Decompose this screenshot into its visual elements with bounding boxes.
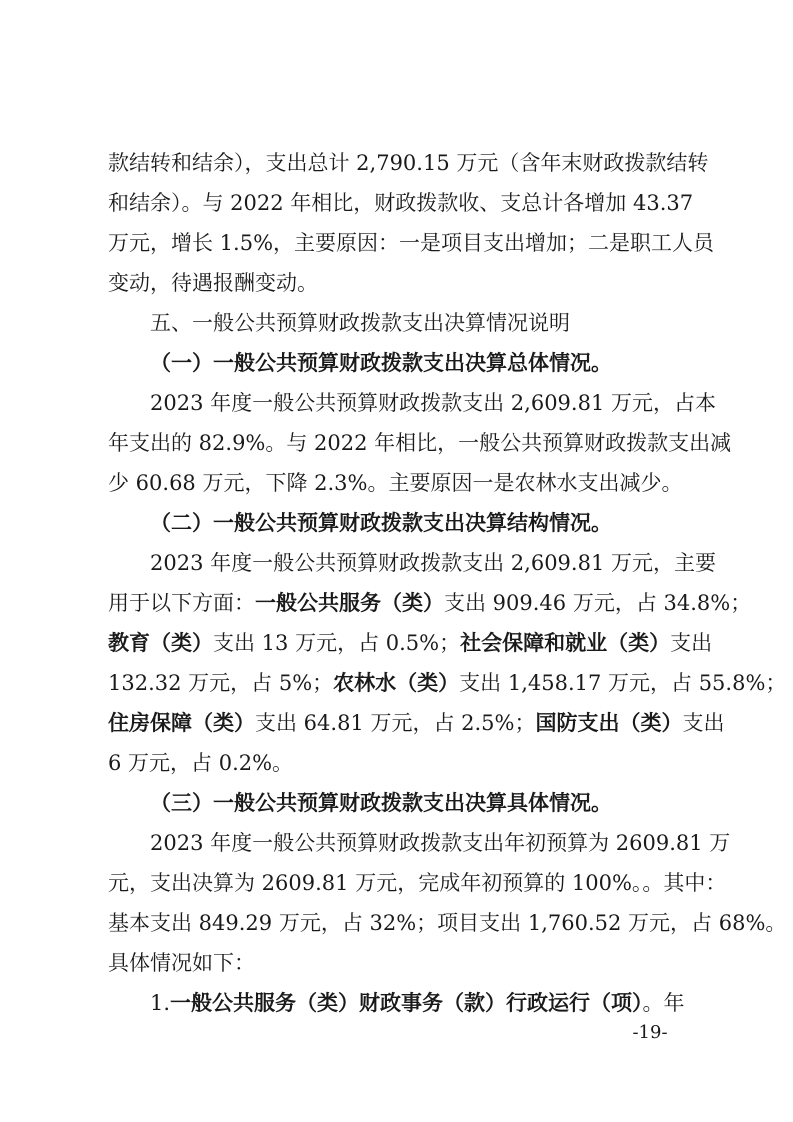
paragraph-line: 6 万元，占 0.2%。 [108,751,294,775]
paragraph-line: 基本支出 849.29 万元，占 32%；项目支出 1,760.52 万元，占 68%。 [108,911,787,935]
paragraph-line: 2023 年度一般公共预算财政拨款支出年初预算为 2609.81 万 [150,831,731,855]
subsection-heading: （二）一般公共预算财政拨款支出决算结构情况。 [150,511,612,535]
paragraph-line: 变动，待遇报酬变动。 [108,271,318,295]
paragraph-line: 万元，增长 1.5%，主要原因：一是项目支出增加；二是职工人员 [108,231,715,255]
paragraph-line: 1.一般公共服务（类）财政事务（款）行政运行（项）。年 [150,991,685,1015]
paragraph-line: 132.32 万元，占 5%；农林水（类）支出 1,458.17 万元，占 55.8%； [108,671,787,695]
page-number: -19- [632,1022,668,1043]
paragraph-line: 教育（类）支出 13 万元，占 0.5%；社会保障和就业（类）支出 [108,631,713,655]
category-label: 农林水（类） [333,671,460,695]
category-label: 国防支出（类） [535,711,683,735]
paragraph-line: 具体情况如下： [108,951,255,975]
category-label: 教育（类） [108,631,213,655]
paragraph-line: 少 60.68 万元，下降 2.3%。主要原因一是农林水支出减少。 [108,471,683,495]
category-label: 社会保障和就业（类） [460,631,671,655]
paragraph-line: 2023 年度一般公共预算财政拨款支出 2,609.81 万元，占本 [150,391,716,415]
paragraph-line: 元，支出决算为 2609.81 万元，完成年初预算的 100%。。其中： [108,871,727,895]
section-heading: 五、一般公共预算财政拨款支出决算情况说明 [150,311,570,335]
paragraph-line: 住房保障（类）支出 64.81 万元，占 2.5%；国防支出（类）支出 [108,711,725,735]
paragraph-line: 和结余）。与 2022 年相比，财政拨款收、支总计各增加 43.37 [108,191,694,215]
subsection-heading: （三）一般公共预算财政拨款支出决算具体情况。 [150,791,612,815]
category-label: 住房保障（类） [108,711,255,735]
paragraph-line: 用于以下方面：一般公共服务（类）支出 909.46 万元，占 34.8%； [108,591,752,615]
subsection-heading: （一）一般公共预算财政拨款支出决算总体情况。 [150,351,612,375]
paragraph-line: 款结转和结余），支出总计 2,790.15 万元（含年末财政拨款结转 [108,151,709,175]
paragraph-line: 年支出的 82.9%。与 2022 年相比，一般公共预算财政拨款支出减 [108,431,732,455]
item-heading: 一般公共服务（类）财政事务（款）行政运行（项） [170,991,643,1015]
paragraph-line: 2023 年度一般公共预算财政拨款支出 2,609.81 万元，主要 [150,551,716,575]
category-label: 一般公共服务（类） [255,591,444,615]
